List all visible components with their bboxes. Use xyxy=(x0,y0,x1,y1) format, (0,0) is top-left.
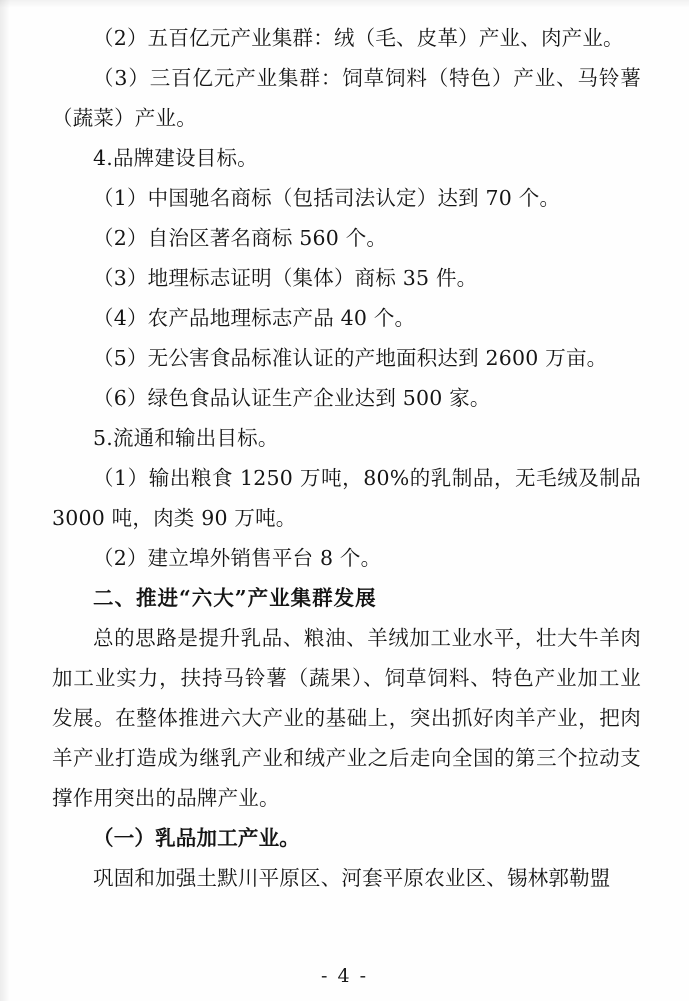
paragraph-3: 4.品牌建设目标。 xyxy=(93,146,258,170)
paragraph-7: （4）农产品地理标志产品 40 个。 xyxy=(93,306,416,330)
paragraph-10: 5.流通和输出目标。 xyxy=(93,426,279,450)
subsection-heading: （一）乳品加工产业。 xyxy=(93,826,300,850)
scan-edge-shading-top xyxy=(0,0,689,8)
paragraph-2: （3）三百亿元产业集群：饲草饲料（特色）产业、马铃薯（蔬菜）产业。 xyxy=(52,66,641,130)
paragraph-4: （1）中国驰名商标（包括司法认定）达到 70 个。 xyxy=(93,186,561,210)
paragraph-14: 巩固和加强土默川平原区、河套平原农业区、锡林郭勒盟 xyxy=(93,866,611,890)
paragraph-13: 总的思路是提升乳品、粮油、羊绒加工业水平，壮大牛羊肉加工业实力，扶持马铃薯（蔬果）、饲草饲料、特色产业加工业发展。在整体推进六大产业的基础上，突出抓好肉羊产业，把肉羊产业打造成为继乳产业和绒产业之后走向全国的第三个拉动支撑作用突出的品牌产业。 xyxy=(52,626,641,810)
scan-edge-shading-left xyxy=(0,0,10,1001)
paragraph-8: （5）无公害食品标准认证的产地面积达到 2600 万亩。 xyxy=(93,346,608,370)
page-number: - 4 - xyxy=(320,965,368,987)
paragraph-9: （6）绿色食品认证生产企业达到 500 家。 xyxy=(93,386,491,410)
section-heading: 二、推进“六大”产业集群发展 xyxy=(93,586,377,610)
paragraph-12: （2）建立埠外销售平台 8 个。 xyxy=(93,546,382,570)
paragraph-11: （1）输出粮食 1250 万吨，80%的乳制品，无毛绒及制品 3000 吨，肉类 90 万吨。 xyxy=(52,466,641,530)
paragraph-5: （2）自治区著名商标 560 个。 xyxy=(93,226,388,250)
document-body xyxy=(52,18,641,898)
paragraph-1: （2）五百亿元产业集群：绒（毛、皮革）产业、肉产业。 xyxy=(93,26,624,50)
paragraph-6: （3）地理标志证明（集体）商标 35 件。 xyxy=(93,266,478,290)
